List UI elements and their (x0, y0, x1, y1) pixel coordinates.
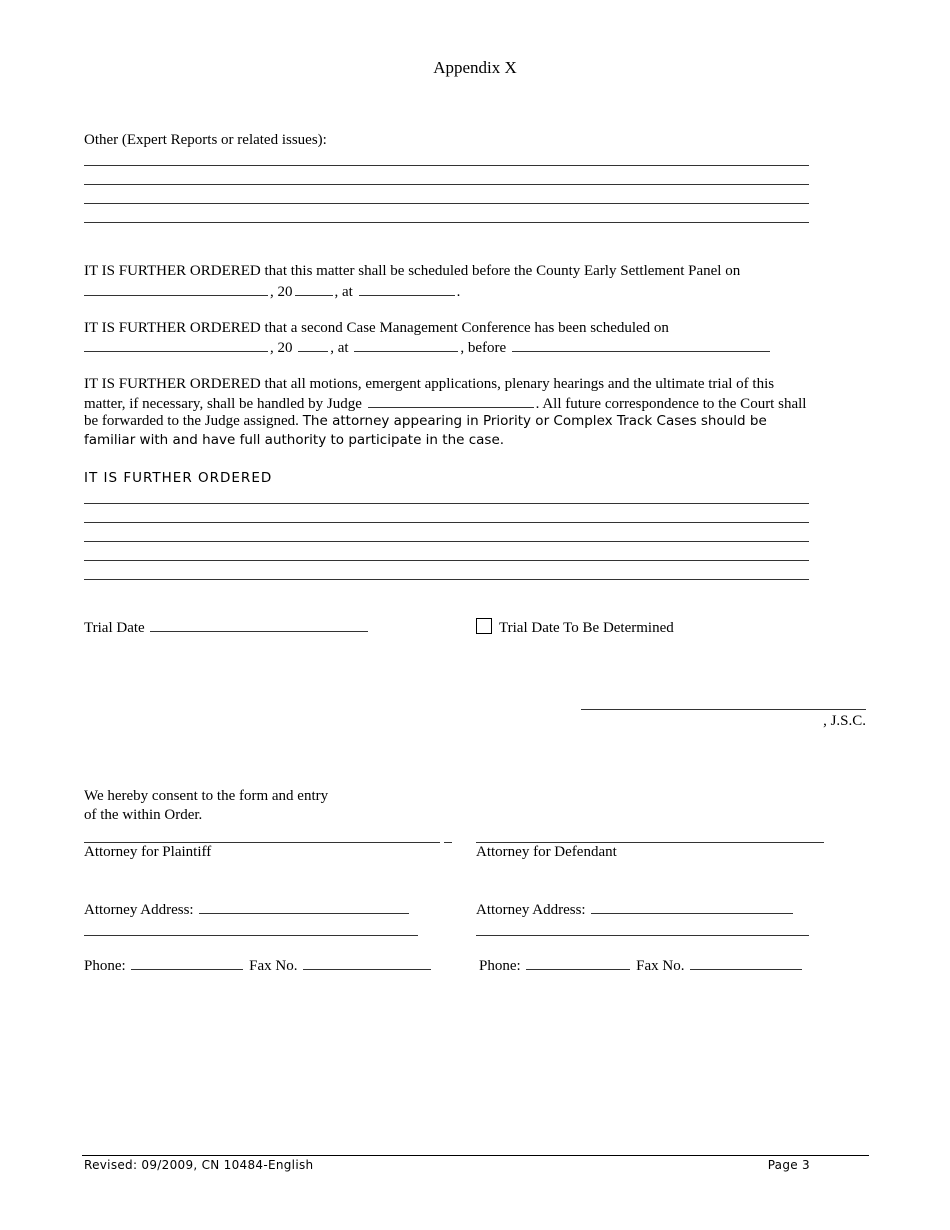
plaintiff-signature-tail (444, 842, 452, 843)
order4-line-1[interactable] (84, 503, 809, 504)
trial-tbd-label: Trial Date To Be Determined (499, 620, 674, 636)
order1-at: , at (334, 284, 353, 300)
order2-before: , before (460, 340, 507, 356)
defendant-phone-field[interactable] (526, 956, 630, 970)
plaintiff-phone-field[interactable] (131, 956, 243, 970)
order2-at: , at (330, 340, 349, 356)
judge-field[interactable] (368, 394, 534, 408)
order3-line2-b: . All future correspondence to the Court shall (535, 396, 807, 412)
consent-line1: We hereby consent to the form and entry (84, 788, 329, 804)
order1-date-field[interactable] (84, 282, 268, 296)
defendant-fax-label: Fax No. (636, 958, 685, 974)
jsc-label: , J.S.C. (823, 713, 866, 729)
defendant-phone-label: Phone: (479, 958, 521, 974)
order3-line2 (84, 394, 806, 414)
order4-line-2[interactable] (84, 522, 809, 523)
consent-line2: of the within Order. (84, 807, 203, 823)
other-line-4[interactable] (84, 222, 809, 223)
plaintiff-address-label: Attorney Address: (84, 902, 194, 918)
defendant-address-field[interactable] (591, 900, 793, 914)
order4-line-3[interactable] (84, 541, 809, 542)
trial-tbd-checkbox[interactable] (476, 618, 492, 634)
defendant-phone-row (479, 956, 804, 976)
plaintiff-label: Attorney for Plaintiff (84, 844, 212, 860)
order1-time-field[interactable] (359, 282, 455, 296)
order3-line2-a: matter, if necessary, shall be handled by Judge (84, 396, 362, 412)
footer-page-number: Page 3 (767, 1158, 810, 1172)
plaintiff-fax-field[interactable] (303, 956, 431, 970)
order3-line1: IT IS FURTHER ORDERED that all motions, emergent applications, plenary hearings and the ultimate trial of this (84, 376, 775, 392)
defendant-label: Attorney for Defendant (476, 844, 617, 860)
trial-date-row (84, 618, 370, 638)
order4-heading: IT IS FURTHER ORDERED (84, 470, 273, 486)
footer-rule (82, 1155, 869, 1156)
other-line-3[interactable] (84, 203, 809, 204)
plaintiff-address-field[interactable] (199, 900, 409, 914)
order1-fill-row (84, 282, 460, 302)
order2-year-field[interactable] (298, 338, 328, 352)
other-line-1[interactable] (84, 165, 809, 166)
plaintiff-address-row (84, 900, 411, 920)
order1-comma-20: , 20 (270, 284, 293, 300)
order3-line3 (84, 412, 767, 431)
other-line-2[interactable] (84, 184, 809, 185)
order2-before-field[interactable] (512, 338, 770, 352)
order1-period: . (456, 284, 461, 300)
order4-line-4[interactable] (84, 560, 809, 561)
plaintiff-fax-label: Fax No. (249, 958, 298, 974)
order4-line-5[interactable] (84, 579, 809, 580)
defendant-address-line-2[interactable] (476, 935, 809, 936)
order3-line3-b: The attorney appearing in Priority or Complex Track Cases should be (302, 413, 767, 429)
order1-text: IT IS FURTHER ORDERED that this matter shall be scheduled before the County Early Settlement Panel on (84, 263, 741, 279)
plaintiff-address-line-2[interactable] (84, 935, 418, 936)
order3-line3-a: be forwarded to the Judge assigned. (84, 413, 299, 429)
footer-revised: Revised: 09/2009, CN 10484-English (84, 1158, 314, 1172)
trial-tbd-row (476, 618, 674, 638)
order2-time-field[interactable] (354, 338, 458, 352)
order2-date-field[interactable] (84, 338, 268, 352)
defendant-address-row (476, 900, 795, 920)
judge-signature-line[interactable] (581, 709, 866, 710)
trial-date-label: Trial Date (84, 620, 145, 636)
page-title: Appendix X (433, 58, 517, 77)
plaintiff-phone-label: Phone: (84, 958, 126, 974)
order2-fill-row (84, 338, 772, 358)
order3-line4: familiar with and have full authority to participate in the case. (84, 432, 505, 448)
order2-text: IT IS FURTHER ORDERED that a second Case Management Conference has been scheduled on (84, 320, 669, 336)
trial-date-field[interactable] (150, 618, 368, 632)
order2-comma-20: , 20 (270, 340, 293, 356)
other-label: Other (Expert Reports or related issues): (84, 132, 327, 148)
plaintiff-phone-row (84, 956, 433, 976)
defendant-fax-field[interactable] (690, 956, 802, 970)
order1-year-field[interactable] (295, 282, 333, 296)
defendant-address-label: Attorney Address: (476, 902, 586, 918)
